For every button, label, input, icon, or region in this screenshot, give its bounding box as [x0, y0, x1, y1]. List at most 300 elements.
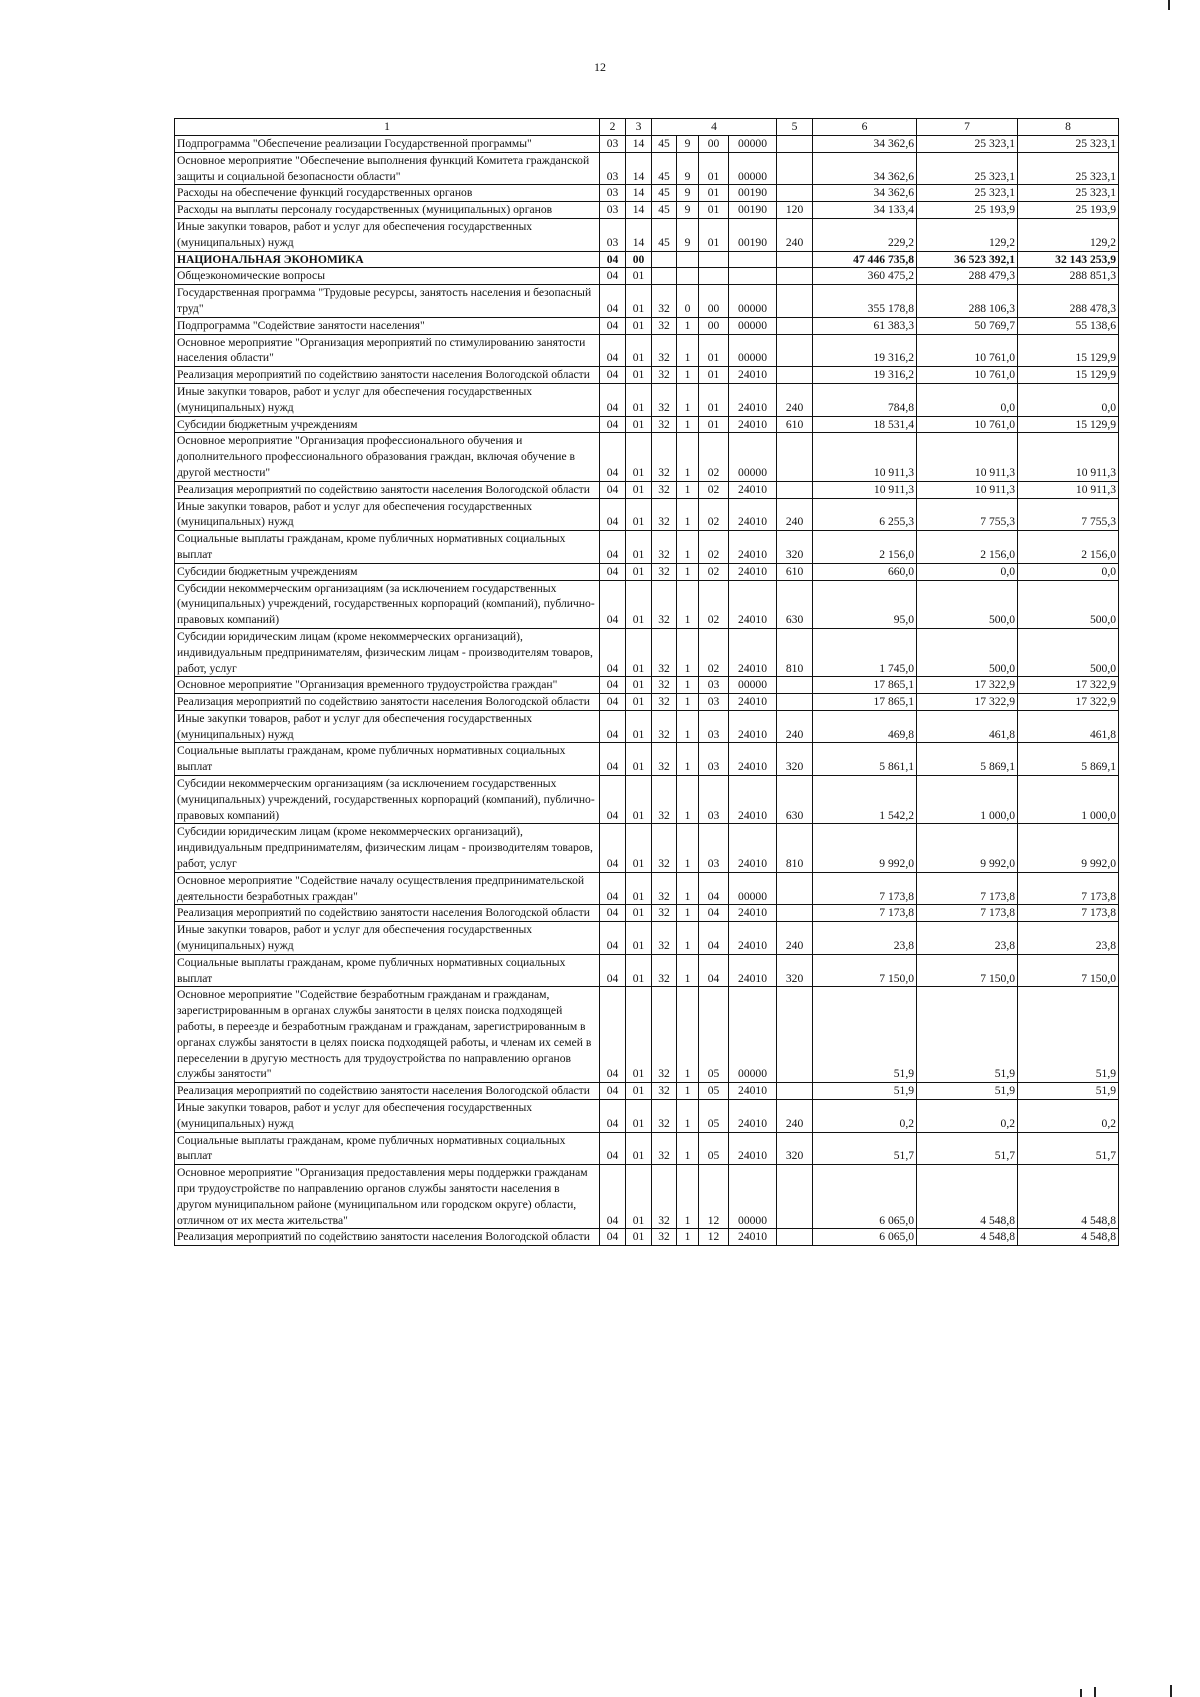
- subsection-code-cell: 01: [626, 628, 652, 676]
- subsection-code-cell: 01: [626, 1100, 652, 1133]
- row-name-cell: Основное мероприятие "Организация мероприятий по стимулированию занятости населения области": [175, 334, 600, 367]
- expense-type-cell: 610: [777, 416, 813, 433]
- direction-code-cell: 24010: [729, 1132, 777, 1165]
- activity-code-cell: 04: [699, 954, 729, 987]
- amount-col7-cell: 51,9: [917, 1083, 1018, 1100]
- amount-col8-cell: 55 138,6: [1018, 317, 1119, 334]
- section-code-cell: 04: [600, 285, 626, 318]
- amount-col7-cell: 0,2: [917, 1100, 1018, 1133]
- section-code-cell: 04: [600, 824, 626, 872]
- subprogram-code-cell: 1: [677, 580, 699, 628]
- program-code-cell: 32: [652, 433, 677, 481]
- amount-col7-cell: 0,0: [917, 383, 1018, 416]
- amount-col6-cell: 1 745,0: [813, 628, 917, 676]
- row-name-cell: Иные закупки товаров, работ и услуг для обеспечения государственных (муниципальных) нужд: [175, 710, 600, 743]
- amount-col6-cell: 17 865,1: [813, 677, 917, 694]
- program-code-cell: 32: [652, 905, 677, 922]
- activity-code-cell: 01: [699, 218, 729, 251]
- direction-code-cell: 24010: [729, 498, 777, 531]
- row-name-cell: Реализация мероприятий по содействию занятости населения Вологодской области: [175, 1229, 600, 1246]
- program-code-cell: 32: [652, 580, 677, 628]
- subsection-code-cell: 01: [626, 334, 652, 367]
- program-code-cell: 32: [652, 743, 677, 776]
- amount-col8-cell: 7 173,8: [1018, 872, 1119, 905]
- program-code-cell: 32: [652, 824, 677, 872]
- section-code-cell: 04: [600, 563, 626, 580]
- activity-code-cell: 03: [699, 710, 729, 743]
- amount-col8-cell: 25 193,9: [1018, 202, 1119, 219]
- direction-code-cell: [729, 268, 777, 285]
- activity-code-cell: 01: [699, 416, 729, 433]
- subprogram-code-cell: 1: [677, 905, 699, 922]
- expense-type-cell: [777, 251, 813, 268]
- amount-col6-cell: 360 475,2: [813, 268, 917, 285]
- amount-col6-cell: 660,0: [813, 563, 917, 580]
- activity-code-cell: 01: [699, 185, 729, 202]
- program-code-cell: 45: [652, 202, 677, 219]
- section-code-cell: 04: [600, 498, 626, 531]
- program-code-cell: 32: [652, 954, 677, 987]
- program-code-cell: 32: [652, 1229, 677, 1246]
- amount-col6-cell: 34 362,6: [813, 152, 917, 185]
- row-name-cell: Основное мероприятие "Организация профессионального обучения и дополнительного профессионального образования граждан, включая обучение в другой местности": [175, 433, 600, 481]
- table-row: [175, 383, 1119, 416]
- direction-code-cell: 00000: [729, 136, 777, 153]
- amount-col8-cell: 32 143 253,9: [1018, 251, 1119, 268]
- amount-col7-cell: 5 869,1: [917, 743, 1018, 776]
- direction-code-cell: [729, 251, 777, 268]
- table-row: [175, 710, 1119, 743]
- table-row: [175, 1083, 1119, 1100]
- expense-type-cell: [777, 872, 813, 905]
- program-code-cell: 32: [652, 1083, 677, 1100]
- subsection-code-cell: 01: [626, 481, 652, 498]
- row-name-cell: Подпрограмма "Обеспечение реализации Государственной программы": [175, 136, 600, 153]
- amount-col6-cell: 34 362,6: [813, 185, 917, 202]
- program-code-cell: 45: [652, 218, 677, 251]
- amount-col6-cell: 34 362,6: [813, 136, 917, 153]
- row-name-cell: Иные закупки товаров, работ и услуг для обеспечения государственных (муниципальных) нужд: [175, 383, 600, 416]
- row-name-cell: Подпрограмма "Содействие занятости населения": [175, 317, 600, 334]
- amount-col6-cell: 7 150,0: [813, 954, 917, 987]
- section-code-cell: 04: [600, 628, 626, 676]
- subprogram-code-cell: 1: [677, 710, 699, 743]
- table-row: [175, 922, 1119, 955]
- amount-col7-cell: 25 323,1: [917, 185, 1018, 202]
- amount-col6-cell: 6 065,0: [813, 1229, 917, 1246]
- amount-col8-cell: 4 548,8: [1018, 1229, 1119, 1246]
- activity-code-cell: 02: [699, 498, 729, 531]
- expense-type-cell: 810: [777, 824, 813, 872]
- expense-type-cell: [777, 317, 813, 334]
- activity-code-cell: 03: [699, 776, 729, 824]
- amount-col6-cell: 18 531,4: [813, 416, 917, 433]
- table-row: [175, 481, 1119, 498]
- activity-code-cell: 03: [699, 824, 729, 872]
- expense-type-cell: 630: [777, 580, 813, 628]
- section-code-cell: 04: [600, 268, 626, 285]
- program-code-cell: [652, 268, 677, 285]
- expense-type-cell: 320: [777, 1132, 813, 1165]
- direction-code-cell: 24010: [729, 367, 777, 384]
- activity-code-cell: 00: [699, 317, 729, 334]
- program-code-cell: 32: [652, 416, 677, 433]
- subprogram-code-cell: 0: [677, 285, 699, 318]
- amount-col8-cell: 0,2: [1018, 1100, 1119, 1133]
- amount-col7-cell: 51,9: [917, 987, 1018, 1083]
- program-code-cell: 32: [652, 694, 677, 711]
- program-code-cell: 32: [652, 776, 677, 824]
- activity-code-cell: 01: [699, 367, 729, 384]
- amount-col8-cell: 500,0: [1018, 628, 1119, 676]
- section-code-cell: 04: [600, 481, 626, 498]
- direction-code-cell: 00000: [729, 152, 777, 185]
- row-name-cell: Субсидии некоммерческим организациям (за исключением государственных (муниципальных) учреждений, государственных корпораций (компаний), публично-правовых компаний): [175, 580, 600, 628]
- amount-col8-cell: 500,0: [1018, 580, 1119, 628]
- amount-col6-cell: 51,7: [813, 1132, 917, 1165]
- section-code-cell: 04: [600, 776, 626, 824]
- activity-code-cell: 00: [699, 136, 729, 153]
- subprogram-code-cell: 9: [677, 218, 699, 251]
- subprogram-code-cell: 1: [677, 922, 699, 955]
- table-row: [175, 954, 1119, 987]
- amount-col6-cell: 61 383,3: [813, 317, 917, 334]
- section-code-cell: 04: [600, 954, 626, 987]
- subsection-code-cell: 01: [626, 1165, 652, 1229]
- row-name-cell: Основное мероприятие "Содействие началу осуществления предпринимательской деятельности безработных граждан": [175, 872, 600, 905]
- program-code-cell: 32: [652, 1100, 677, 1133]
- table-row: [175, 334, 1119, 367]
- row-name-cell: НАЦИОНАЛЬНАЯ ЭКОНОМИКА: [175, 251, 600, 268]
- expense-type-cell: [777, 987, 813, 1083]
- direction-code-cell: 00000: [729, 987, 777, 1083]
- amount-col8-cell: 10 911,3: [1018, 433, 1119, 481]
- expense-type-cell: [777, 285, 813, 318]
- scan-edge-mark: [1170, 1685, 1172, 1697]
- program-code-cell: 45: [652, 152, 677, 185]
- program-code-cell: 32: [652, 285, 677, 318]
- table-row: [175, 776, 1119, 824]
- activity-code-cell: 05: [699, 1100, 729, 1133]
- amount-col6-cell: 784,8: [813, 383, 917, 416]
- amount-col7-cell: 10 911,3: [917, 433, 1018, 481]
- amount-col6-cell: 95,0: [813, 580, 917, 628]
- section-code-cell: 04: [600, 905, 626, 922]
- amount-col6-cell: 229,2: [813, 218, 917, 251]
- expense-type-cell: [777, 694, 813, 711]
- expense-type-cell: 240: [777, 498, 813, 531]
- header-cell: 7: [917, 119, 1018, 136]
- subprogram-code-cell: 1: [677, 367, 699, 384]
- table-row: [175, 905, 1119, 922]
- table-row: [175, 872, 1119, 905]
- amount-col7-cell: 500,0: [917, 628, 1018, 676]
- header-cell: 8: [1018, 119, 1119, 136]
- table-row: [175, 152, 1119, 185]
- amount-col8-cell: 129,2: [1018, 218, 1119, 251]
- activity-code-cell: 01: [699, 152, 729, 185]
- activity-code-cell: [699, 268, 729, 285]
- amount-col7-cell: 7 173,8: [917, 872, 1018, 905]
- program-code-cell: 32: [652, 922, 677, 955]
- program-code-cell: 32: [652, 498, 677, 531]
- amount-col7-cell: 25 193,9: [917, 202, 1018, 219]
- subsection-code-cell: 14: [626, 136, 652, 153]
- row-name-cell: Реализация мероприятий по содействию занятости населения Вологодской области: [175, 481, 600, 498]
- direction-code-cell: 00190: [729, 185, 777, 202]
- direction-code-cell: 00190: [729, 202, 777, 219]
- expense-type-cell: 810: [777, 628, 813, 676]
- program-code-cell: 32: [652, 710, 677, 743]
- amount-col6-cell: 51,9: [813, 1083, 917, 1100]
- table-row: [175, 416, 1119, 433]
- subprogram-code-cell: 1: [677, 1165, 699, 1229]
- subprogram-code-cell: 1: [677, 433, 699, 481]
- subprogram-code-cell: 1: [677, 498, 699, 531]
- row-name-cell: Государственная программа "Трудовые ресурсы, занятость населения и безопасный труд": [175, 285, 600, 318]
- program-code-cell: 32: [652, 987, 677, 1083]
- activity-code-cell: 02: [699, 531, 729, 564]
- expense-type-cell: [777, 1229, 813, 1246]
- expense-type-cell: 630: [777, 776, 813, 824]
- table-row: [175, 1165, 1119, 1229]
- subprogram-code-cell: 1: [677, 628, 699, 676]
- amount-col7-cell: 1 000,0: [917, 776, 1018, 824]
- program-code-cell: 32: [652, 677, 677, 694]
- program-code-cell: [652, 251, 677, 268]
- row-name-cell: Субсидии некоммерческим организациям (за исключением государственных (муниципальных) учреждений, государственных корпораций (компаний), публично-правовых компаний): [175, 776, 600, 824]
- budget-table: [174, 118, 1119, 1246]
- direction-code-cell: 00000: [729, 1165, 777, 1229]
- subprogram-code-cell: 1: [677, 954, 699, 987]
- amount-col6-cell: 6 255,3: [813, 498, 917, 531]
- table-row: [175, 218, 1119, 251]
- activity-code-cell: 05: [699, 1132, 729, 1165]
- amount-col6-cell: 355 178,8: [813, 285, 917, 318]
- direction-code-cell: 24010: [729, 416, 777, 433]
- row-name-cell: Социальные выплаты гражданам, кроме публичных нормативных социальных выплат: [175, 954, 600, 987]
- subprogram-code-cell: 1: [677, 1132, 699, 1165]
- subprogram-code-cell: 9: [677, 136, 699, 153]
- table-row: [175, 185, 1119, 202]
- direction-code-cell: 24010: [729, 531, 777, 564]
- amount-col6-cell: 2 156,0: [813, 531, 917, 564]
- table-row: [175, 694, 1119, 711]
- section-code-cell: 03: [600, 202, 626, 219]
- program-code-cell: 32: [652, 531, 677, 564]
- subsection-code-cell: 01: [626, 694, 652, 711]
- amount-col7-cell: 461,8: [917, 710, 1018, 743]
- direction-code-cell: 24010: [729, 776, 777, 824]
- amount-col7-cell: 9 992,0: [917, 824, 1018, 872]
- subsection-code-cell: 01: [626, 317, 652, 334]
- subprogram-code-cell: 1: [677, 1229, 699, 1246]
- expense-type-cell: [777, 367, 813, 384]
- amount-col8-cell: 51,7: [1018, 1132, 1119, 1165]
- direction-code-cell: 24010: [729, 1100, 777, 1133]
- amount-col7-cell: 288 106,3: [917, 285, 1018, 318]
- expense-type-cell: 320: [777, 743, 813, 776]
- subsection-code-cell: 01: [626, 954, 652, 987]
- row-name-cell: Иные закупки товаров, работ и услуг для обеспечения государственных (муниципальных) нужд: [175, 1100, 600, 1133]
- table-row: [175, 251, 1119, 268]
- program-code-cell: 32: [652, 334, 677, 367]
- expense-type-cell: 240: [777, 383, 813, 416]
- direction-code-cell: 00190: [729, 218, 777, 251]
- table-row: [175, 367, 1119, 384]
- subsection-code-cell: 01: [626, 776, 652, 824]
- amount-col7-cell: 10 911,3: [917, 481, 1018, 498]
- subprogram-code-cell: 1: [677, 1083, 699, 1100]
- subsection-code-cell: 14: [626, 202, 652, 219]
- section-code-cell: 04: [600, 251, 626, 268]
- row-name-cell: Социальные выплаты гражданам, кроме публичных нормативных социальных выплат: [175, 531, 600, 564]
- amount-col7-cell: 7 150,0: [917, 954, 1018, 987]
- expense-type-cell: [777, 481, 813, 498]
- section-code-cell: 04: [600, 922, 626, 955]
- subprogram-code-cell: 1: [677, 677, 699, 694]
- header-cell: 3: [626, 119, 652, 136]
- subprogram-code-cell: [677, 268, 699, 285]
- amount-col8-cell: 461,8: [1018, 710, 1119, 743]
- activity-code-cell: 12: [699, 1165, 729, 1229]
- subprogram-code-cell: 1: [677, 334, 699, 367]
- amount-col7-cell: 7 755,3: [917, 498, 1018, 531]
- subprogram-code-cell: 1: [677, 383, 699, 416]
- subsection-code-cell: 01: [626, 416, 652, 433]
- amount-col7-cell: 25 323,1: [917, 136, 1018, 153]
- amount-col6-cell: 7 173,8: [813, 905, 917, 922]
- activity-code-cell: 02: [699, 433, 729, 481]
- section-code-cell: 04: [600, 872, 626, 905]
- subsection-code-cell: 01: [626, 531, 652, 564]
- amount-col8-cell: 4 548,8: [1018, 1165, 1119, 1229]
- table-row: [175, 1132, 1119, 1165]
- amount-col8-cell: 9 992,0: [1018, 824, 1119, 872]
- direction-code-cell: 24010: [729, 1083, 777, 1100]
- table-row: [175, 433, 1119, 481]
- amount-col8-cell: 288 478,3: [1018, 285, 1119, 318]
- section-code-cell: 04: [600, 987, 626, 1083]
- amount-col8-cell: 25 323,1: [1018, 185, 1119, 202]
- direction-code-cell: 24010: [729, 694, 777, 711]
- table-header-row: [175, 119, 1119, 136]
- subsection-code-cell: 14: [626, 185, 652, 202]
- section-code-cell: 04: [600, 1132, 626, 1165]
- subsection-code-cell: 01: [626, 905, 652, 922]
- activity-code-cell: 04: [699, 872, 729, 905]
- program-code-cell: 32: [652, 481, 677, 498]
- row-name-cell: Иные закупки товаров, работ и услуг для обеспечения государственных (муниципальных) нужд: [175, 498, 600, 531]
- amount-col8-cell: 17 322,9: [1018, 677, 1119, 694]
- subsection-code-cell: 01: [626, 743, 652, 776]
- amount-col6-cell: 47 446 735,8: [813, 251, 917, 268]
- subprogram-code-cell: 9: [677, 185, 699, 202]
- table-row: [175, 1229, 1119, 1246]
- table-row: [175, 824, 1119, 872]
- activity-code-cell: 03: [699, 677, 729, 694]
- amount-col7-cell: 2 156,0: [917, 531, 1018, 564]
- amount-col8-cell: 2 156,0: [1018, 531, 1119, 564]
- amount-col7-cell: 10 761,0: [917, 367, 1018, 384]
- subprogram-code-cell: 1: [677, 743, 699, 776]
- table-row: [175, 285, 1119, 318]
- subsection-code-cell: 01: [626, 383, 652, 416]
- table-row: [175, 136, 1119, 153]
- amount-col8-cell: 17 322,9: [1018, 694, 1119, 711]
- amount-col8-cell: 7 173,8: [1018, 905, 1119, 922]
- direction-code-cell: 00000: [729, 872, 777, 905]
- direction-code-cell: 00000: [729, 285, 777, 318]
- section-code-cell: 03: [600, 185, 626, 202]
- direction-code-cell: 00000: [729, 677, 777, 694]
- amount-col6-cell: 0,2: [813, 1100, 917, 1133]
- amount-col7-cell: 17 322,9: [917, 694, 1018, 711]
- amount-col8-cell: 23,8: [1018, 922, 1119, 955]
- amount-col8-cell: 51,9: [1018, 987, 1119, 1083]
- amount-col7-cell: 17 322,9: [917, 677, 1018, 694]
- activity-code-cell: [699, 251, 729, 268]
- direction-code-cell: 24010: [729, 563, 777, 580]
- section-code-cell: 03: [600, 136, 626, 153]
- row-name-cell: Иные закупки товаров, работ и услуг для обеспечения государственных (муниципальных) нужд: [175, 218, 600, 251]
- subprogram-code-cell: 1: [677, 987, 699, 1083]
- subsection-code-cell: 14: [626, 218, 652, 251]
- activity-code-cell: 03: [699, 694, 729, 711]
- amount-col6-cell: 7 173,8: [813, 872, 917, 905]
- amount-col7-cell: 500,0: [917, 580, 1018, 628]
- amount-col6-cell: 469,8: [813, 710, 917, 743]
- section-code-cell: 03: [600, 152, 626, 185]
- program-code-cell: 32: [652, 383, 677, 416]
- amount-col6-cell: 19 316,2: [813, 334, 917, 367]
- section-code-cell: 04: [600, 383, 626, 416]
- subsection-code-cell: 01: [626, 563, 652, 580]
- table-row: [175, 1100, 1119, 1133]
- amount-col8-cell: 10 911,3: [1018, 481, 1119, 498]
- subsection-code-cell: 01: [626, 677, 652, 694]
- program-code-cell: 45: [652, 136, 677, 153]
- table-row: [175, 628, 1119, 676]
- amount-col7-cell: 7 173,8: [917, 905, 1018, 922]
- page-number: 12: [594, 60, 606, 74]
- amount-col7-cell: 10 761,0: [917, 334, 1018, 367]
- scan-edge-mark: [1168, 0, 1170, 10]
- direction-code-cell: 24010: [729, 824, 777, 872]
- expense-type-cell: [777, 152, 813, 185]
- subprogram-code-cell: 1: [677, 872, 699, 905]
- activity-code-cell: 04: [699, 905, 729, 922]
- amount-col8-cell: 15 129,9: [1018, 334, 1119, 367]
- row-name-cell: Реализация мероприятий по содействию занятости населения Вологодской области: [175, 367, 600, 384]
- direction-code-cell: 24010: [729, 743, 777, 776]
- subsection-code-cell: 01: [626, 710, 652, 743]
- expense-type-cell: [777, 1165, 813, 1229]
- expense-type-cell: [777, 334, 813, 367]
- direction-code-cell: 24010: [729, 905, 777, 922]
- row-name-cell: Основное мероприятие "Содействие безработным гражданам и гражданам, зарегистрированным в органах службы занятости в целях поиска подходящей работы, в переезде и безработным гражданам и гражданам, зарегистрированным в органах службы занятости в целях поиска подходящей работы, и членам их семей в переселении в другую местность для трудоустройства по направлению органов службы занятости": [175, 987, 600, 1083]
- amount-col6-cell: 34 133,4: [813, 202, 917, 219]
- row-name-cell: Реализация мероприятий по содействию занятости населения Вологодской области: [175, 1083, 600, 1100]
- amount-col6-cell: 1 542,2: [813, 776, 917, 824]
- section-code-cell: 04: [600, 317, 626, 334]
- amount-col6-cell: 51,9: [813, 987, 917, 1083]
- amount-col7-cell: 4 548,8: [917, 1229, 1018, 1246]
- expense-type-cell: [777, 268, 813, 285]
- direction-code-cell: 24010: [729, 383, 777, 416]
- row-name-cell: Основное мероприятие "Организация временного трудоустройства граждан": [175, 677, 600, 694]
- direction-code-cell: 24010: [729, 922, 777, 955]
